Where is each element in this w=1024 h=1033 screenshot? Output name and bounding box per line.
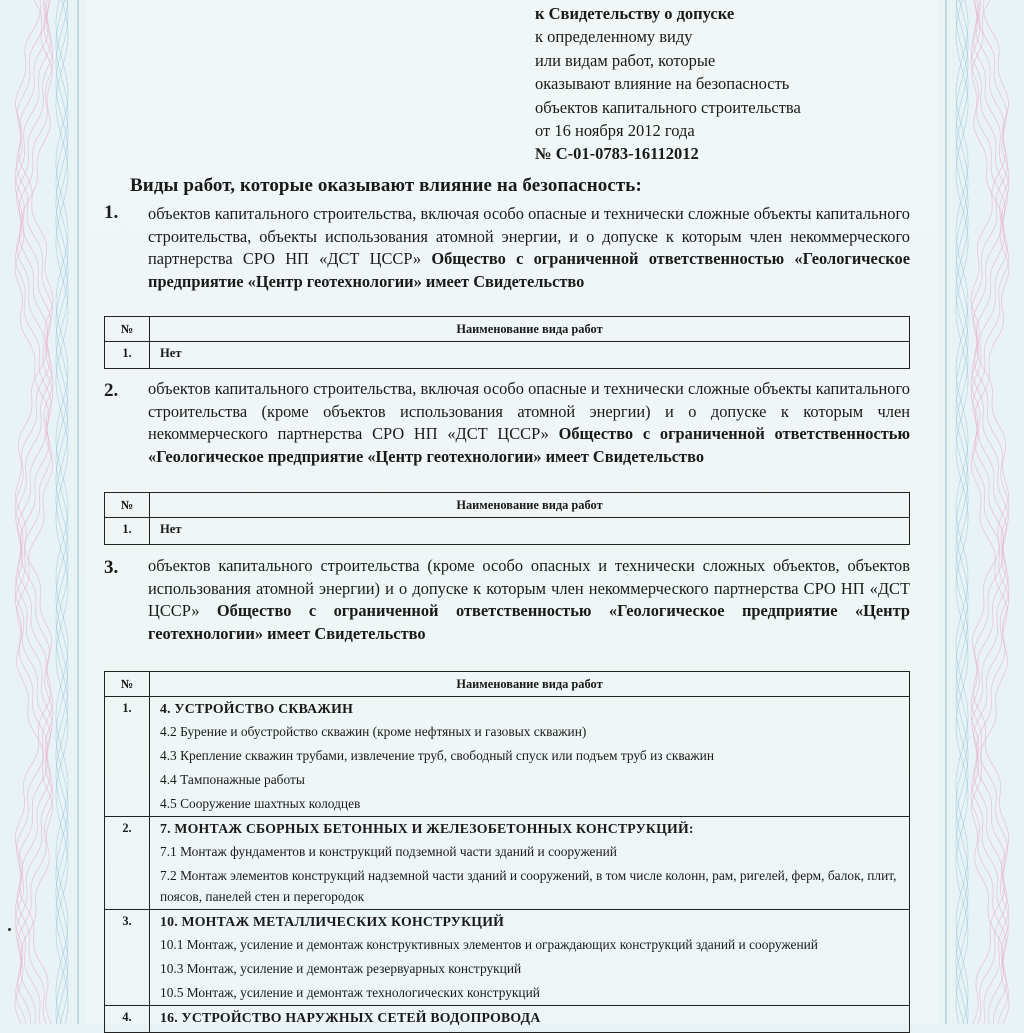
work-group xyxy=(150,910,910,1006)
certificate-number: № С-01-0783-16112012 xyxy=(535,144,699,164)
header-line: или видам работ, которые xyxy=(535,50,716,70)
work-item: 7.1 Монтаж фундаментов и конструкций подземной части зданий и сооружений xyxy=(160,844,617,859)
column-header-name: Наименование вида работ xyxy=(150,672,910,697)
decorative-border-right xyxy=(938,0,1024,1024)
organization-name: Общество с ограниченной ответственностью «Геологическое предприятие «Центр геотехнологии» имеет Свидетельство xyxy=(148,601,910,643)
section-description: объектов капитального строительства, включая особо опасные и технически сложные объекты капитального строительства, объекты использования атомной энергии, и о допуске к которым член некоммерческого партнерства СРО НП «ДСТ ЦССР» xyxy=(148,204,910,269)
row-name: Нет xyxy=(150,518,910,545)
guilloche-pattern-right xyxy=(938,0,1024,1024)
table-header-row xyxy=(105,317,910,342)
work-item: 4.2 Бурение и обустройство скважин (кроме нефтяных и газовых скважин) xyxy=(160,724,587,739)
work-group xyxy=(150,697,910,817)
column-header-name: Наименование вида работ xyxy=(150,493,910,518)
row-name: Нет xyxy=(150,342,910,369)
section-number-2: 2. xyxy=(104,380,119,401)
table-header-row xyxy=(105,672,910,697)
work-group-title: 10. МОНТАЖ МЕТАЛЛИЧЕСКИХ КОНСТРУКЦИЙ xyxy=(160,914,505,929)
guilloche-pattern-left xyxy=(0,0,86,1024)
work-group xyxy=(150,1006,910,1033)
table-header-row xyxy=(105,493,910,518)
section-title: Виды работ, которые оказывают влияние на безопасность: xyxy=(130,175,642,196)
work-types-table-1 xyxy=(104,316,910,369)
table-row xyxy=(105,697,910,817)
work-item: 4.3 Крепление скважин трубами, извлечение труб, свободный спуск или подъем труб из скважин xyxy=(160,748,715,763)
table-row xyxy=(105,910,910,1006)
work-group-title: 7. МОНТАЖ СБОРНЫХ БЕТОННЫХ И ЖЕЛЕЗОБЕТОННЫХ КОНСТРУКЦИЙ: xyxy=(160,821,694,836)
column-header-number: № xyxy=(105,672,150,697)
work-group xyxy=(150,817,910,910)
work-group-title: 4. УСТРОЙСТВО СКВАЖИН xyxy=(160,701,354,716)
work-item: 4.4 Тампонажные работы xyxy=(160,772,305,787)
header-line: к Свидетельству о допуске xyxy=(535,4,735,23)
section-description: объектов капитального строительства, включая особо опасные и технически сложные объекты капитального строительства (кроме объектов использования атомной энергии) и о допуске к которым член некоммерческого партнерства СРО НП «ДСТ ЦССР» xyxy=(148,379,910,444)
work-item: 4.5 Сооружение шахтных колодцев xyxy=(160,796,361,811)
appendix-header xyxy=(535,2,895,166)
column-header-number: № xyxy=(105,317,150,342)
work-item: 7.2 Монтаж элементов конструкций надземной части зданий и сооружений, в том числе колонн, рам, ригелей, ферм, балок, плит, поясов, панелей стен и перегородок xyxy=(160,868,897,904)
table-row xyxy=(105,518,910,545)
work-item: 10.3 Монтаж, усиление и демонтаж резервуарных конструкций xyxy=(160,961,522,976)
column-header-number: № xyxy=(105,493,150,518)
scan-speck xyxy=(8,928,11,931)
row-number: 1. xyxy=(105,342,150,369)
table-row xyxy=(105,342,910,369)
section-text-3 xyxy=(148,555,910,645)
row-number: 1. xyxy=(105,518,150,545)
work-item: 10.1 Монтаж, усиление и демонтаж конструктивных элементов и ограждающих конструкций зданий и сооружений xyxy=(160,937,818,952)
column-header-name: Наименование вида работ xyxy=(150,317,910,342)
section-text-2 xyxy=(148,378,910,468)
decorative-border-left xyxy=(0,0,86,1024)
work-group-title: 16. УСТРОЙСТВО НАРУЖНЫХ СЕТЕЙ ВОДОПРОВОДА xyxy=(160,1010,541,1025)
header-line: объектов капитального строительства xyxy=(535,97,801,117)
organization-name: Общество с ограниченной ответственностью «Геологическое предприятие «Центр геотехнологии» имеет Свидетельство xyxy=(148,424,911,466)
row-number: 3. xyxy=(105,910,150,1006)
row-number: 2. xyxy=(105,817,150,910)
section-number-1: 1. xyxy=(104,202,119,223)
section-number-3: 3. xyxy=(104,557,119,578)
section-description: объектов капитального строительства (кроме особо опасных и технически сложных объектов, объектов использования атомной энергии) и о допуске к которым член некоммерческого партнерства СРО НП «ДСТ ЦССР» xyxy=(148,556,910,621)
header-line: от 16 ноября 2012 года xyxy=(535,121,695,141)
work-item: 10.5 Монтаж, усиление и демонтаж технологических конструкций xyxy=(160,985,540,1000)
organization-name: Общество с ограниченной ответственностью «Геологическое предприятие «Центр геотехнологии» имеет Свидетельство xyxy=(148,249,910,291)
section-text-1 xyxy=(148,203,910,293)
header-line: к определенному виду xyxy=(535,27,693,47)
work-types-table-3 xyxy=(104,671,910,1033)
header-line: оказывают влияние на безопасность xyxy=(535,74,790,94)
table-row xyxy=(105,817,910,910)
table-row xyxy=(105,1006,910,1033)
work-types-table-2 xyxy=(104,492,910,545)
row-number: 1. xyxy=(105,697,150,817)
row-number: 4. xyxy=(105,1006,150,1033)
